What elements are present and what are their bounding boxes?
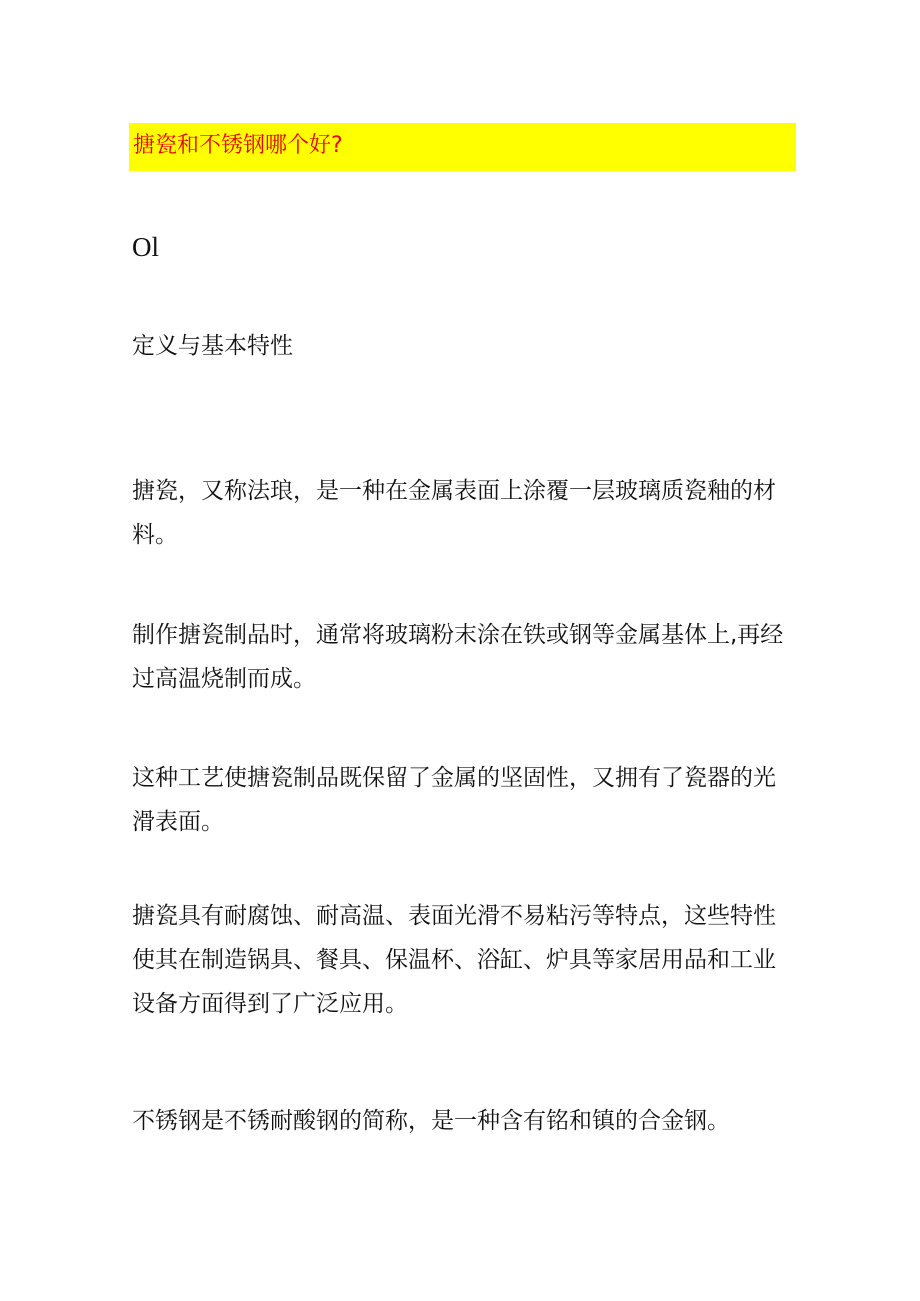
paragraph-stainless-steel-definition: 不锈钢是不锈耐酸钢的简称，是一种含有铭和镇的合金钢。 bbox=[132, 1108, 730, 1134]
section-number: Ol bbox=[132, 232, 159, 262]
paragraph-enamel-properties: 这种工艺使搪瓷制品既保留了金属的坚固性，又拥有了瓷器的光滑表面。 bbox=[132, 765, 776, 835]
document-title: 搪瓷和不锈钢哪个好? bbox=[133, 133, 343, 158]
section-heading: 定义与基本特性 bbox=[132, 333, 293, 359]
paragraph-enamel-definition: 搪瓷，又称法琅，是一种在金属表面上涂覆一层玻璃质瓷釉的材料。 bbox=[132, 478, 776, 548]
paragraph-enamel-applications: 搪瓷具有耐腐蚀、耐高温、表面光滑不易粘污等特点，这些特性使其在制造锅具、餐具、保温杯、浴缸、炉具等家居用品和工业设备方面得到了广泛应用。 bbox=[132, 903, 776, 1017]
paragraph-enamel-production: 制作搪瓷制品时，通常将玻璃粉末涂在铁或钢等金属基体上,再经过高温烧制而成。 bbox=[132, 622, 784, 692]
highlighted-title-bar bbox=[129, 123, 796, 171]
